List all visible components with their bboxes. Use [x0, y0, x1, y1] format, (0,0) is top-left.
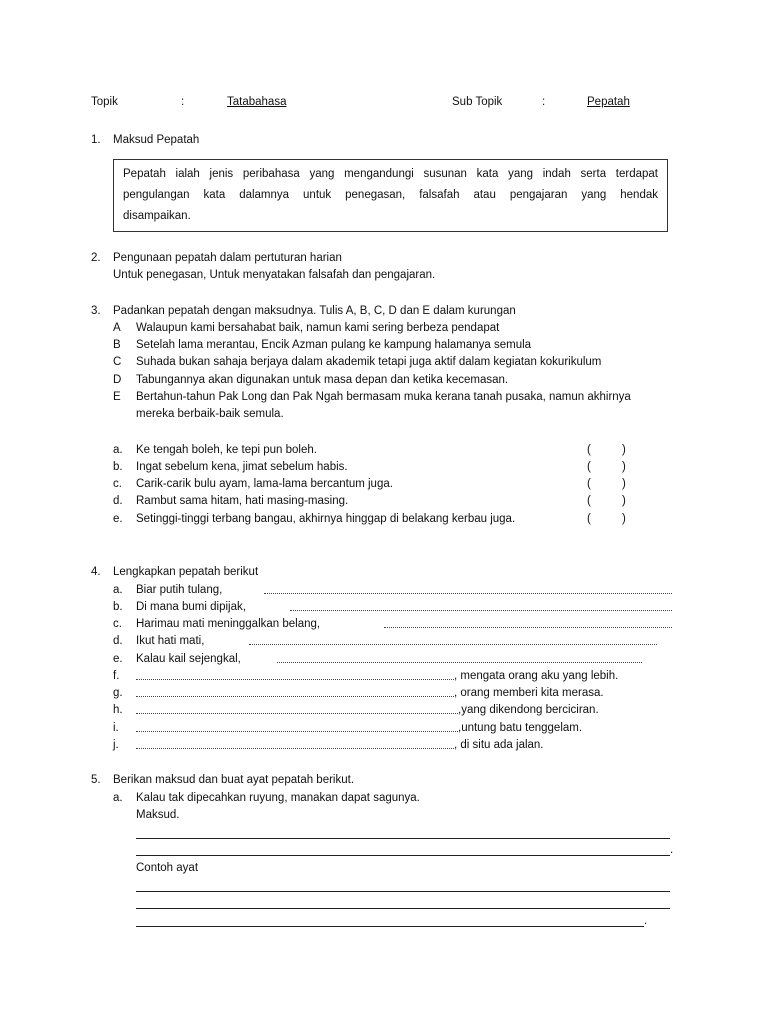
proverb-text: Ingat sebelum kena, jimat sebelum habis.	[136, 461, 348, 473]
fill-item-prefix: Ikut hati mati,	[136, 635, 205, 647]
fill-item-label: j.	[113, 739, 119, 751]
fill-item-label: f.	[113, 670, 120, 682]
section2-number: 2.	[91, 252, 101, 264]
fill-item-label: b.	[113, 601, 123, 613]
proverb-text: Ke tengah boleh, ke tepi pun boleh.	[136, 444, 317, 456]
answer-line[interactable]	[136, 926, 644, 927]
line-end-period: .	[670, 844, 674, 856]
fill-item-prefix: Biar putih tulang,	[136, 584, 223, 596]
meaning-text: Setelah lama merantau, Encik Azman pulang ke kampung halamanya semula	[136, 339, 532, 351]
answer-bracket-open: (	[587, 461, 591, 473]
fill-blank[interactable]	[136, 738, 454, 749]
line-end-period: .	[644, 915, 648, 927]
section3-number: 3.	[91, 305, 101, 317]
fill-item-label: i.	[113, 722, 119, 734]
proverb-label: d.	[113, 495, 123, 507]
meaning-letter: C	[113, 356, 122, 368]
answer-bracket-close: )	[622, 444, 626, 456]
proverb-text: Carik-carik bulu ayam, lama-lama bercantum juga.	[136, 478, 393, 490]
answer-bracket-close: )	[622, 513, 626, 525]
answer-bracket-close: )	[622, 495, 626, 507]
meaning-label: Maksud.	[136, 809, 180, 821]
proverb-text: Setinggi-tinggi terbang bangau, akhirnya hinggap di belakang kerbau juga.	[136, 513, 516, 525]
section5-number: 5.	[91, 774, 101, 786]
fill-item-suffix: , orang memberi kita merasa.	[454, 687, 604, 699]
fill-blank[interactable]	[249, 634, 657, 645]
meaning-text-continued: mereka berbaik-baik semula.	[136, 408, 284, 420]
fill-item-prefix: Harimau mati meninggalkan belang,	[136, 618, 321, 630]
fill-item-suffix: ,untung batu tenggelam.	[458, 722, 583, 734]
definition-line: disampaikan.	[123, 210, 191, 222]
topic-label: Topik	[91, 96, 118, 108]
fill-item-suffix: ,yang dikendong berciciran.	[458, 704, 599, 716]
fill-blank[interactable]	[136, 703, 458, 714]
proverb-text: Rambut sama hitam, hati masing-masing.	[136, 495, 349, 507]
answer-bracket-open: (	[587, 444, 591, 456]
section5-item-label: a.	[113, 792, 123, 804]
section2-text: Untuk penegasan, Untuk menyatakan falsafah dan pengajaran.	[113, 269, 436, 281]
fill-blank[interactable]	[136, 669, 454, 680]
fill-blank[interactable]	[277, 652, 642, 663]
definition-line: pengulangan kata dalamnya untuk penegasan, falsafah atau pengajaran yang hendak	[123, 189, 658, 201]
section4-number: 4.	[91, 566, 101, 578]
answer-line[interactable]	[136, 855, 670, 856]
fill-item-suffix: , mengata orang aku yang lebih.	[454, 670, 619, 682]
section1-title: Maksud Pepatah	[113, 134, 200, 146]
fill-item-prefix: Di mana bumi dipijak,	[136, 601, 246, 613]
answer-bracket-open: (	[587, 513, 591, 525]
answer-bracket-open: (	[587, 478, 591, 490]
definition-line: Pepatah ialah jenis peribahasa yang mengandungi susunan kata yang indah serta terdapat	[123, 168, 658, 180]
example-label: Contoh ayat	[136, 862, 199, 874]
proverb-label: b.	[113, 461, 123, 473]
section2-title: Pengunaan pepatah dalam pertuturan harian	[113, 252, 342, 264]
fill-blank[interactable]	[264, 583, 672, 594]
fill-item-label: d.	[113, 635, 123, 647]
answer-bracket-close: )	[622, 478, 626, 490]
proverb-label: c.	[113, 478, 122, 490]
fill-item-suffix: , di situ ada jalan.	[454, 739, 544, 751]
answer-line[interactable]	[136, 838, 670, 839]
section5-title: Berikan maksud dan buat ayat pepatah berikut.	[113, 774, 355, 786]
proverb-label: e.	[113, 513, 123, 525]
fill-blank[interactable]	[384, 617, 672, 628]
meaning-text: Suhada bukan sahaja berjaya dalam akademik tetapi juga aktif dalam kegiatan kokurikulum	[136, 356, 602, 368]
section3-title: Padankan pepatah dengan maksudnya. Tulis A, B, C, D dan E dalam kurungan	[113, 305, 516, 317]
topic-colon: :	[181, 96, 185, 108]
fill-item-label: a.	[113, 584, 123, 596]
answer-bracket-open: (	[587, 495, 591, 507]
meaning-letter: A	[113, 322, 121, 334]
topic-value: Tatabahasa	[227, 96, 287, 108]
fill-item-label: g.	[113, 687, 123, 699]
meaning-text: Tabungannya akan digunakan untuk masa depan dan ketika kecemasan.	[136, 374, 509, 386]
meaning-letter: E	[113, 391, 121, 403]
answer-line[interactable]	[136, 908, 670, 909]
answer-line[interactable]	[136, 891, 670, 892]
subtopic-value: Pepatah	[587, 96, 630, 108]
section4-title: Lengkapkan pepatah berikut	[113, 566, 259, 578]
section1-number: 1.	[91, 134, 101, 146]
fill-item-label: e.	[113, 653, 123, 665]
answer-bracket-close: )	[622, 461, 626, 473]
fill-item-label: h.	[113, 704, 123, 716]
definition-box	[113, 159, 668, 232]
fill-item-prefix: Kalau kail sejengkal,	[136, 653, 241, 665]
fill-item-label: c.	[113, 618, 122, 630]
fill-blank[interactable]	[136, 686, 454, 697]
meaning-letter: D	[113, 374, 122, 386]
proverb-label: a.	[113, 444, 123, 456]
subtopic-colon: :	[542, 96, 546, 108]
meaning-text: Walaupun kami bersahabat baik, namun kami sering berbeza pendapat	[136, 322, 500, 334]
fill-blank[interactable]	[290, 600, 672, 611]
meaning-letter: B	[113, 339, 121, 351]
subtopic-label: Sub Topik	[452, 96, 503, 108]
section5-item-text: Kalau tak dipecahkan ruyung, manakan dapat sagunya.	[136, 792, 420, 804]
fill-blank[interactable]	[136, 721, 458, 732]
meaning-text: Bertahun-tahun Pak Long dan Pak Ngah bermasam muka kerana tanah pusaka, namun akhirnya	[136, 391, 631, 403]
